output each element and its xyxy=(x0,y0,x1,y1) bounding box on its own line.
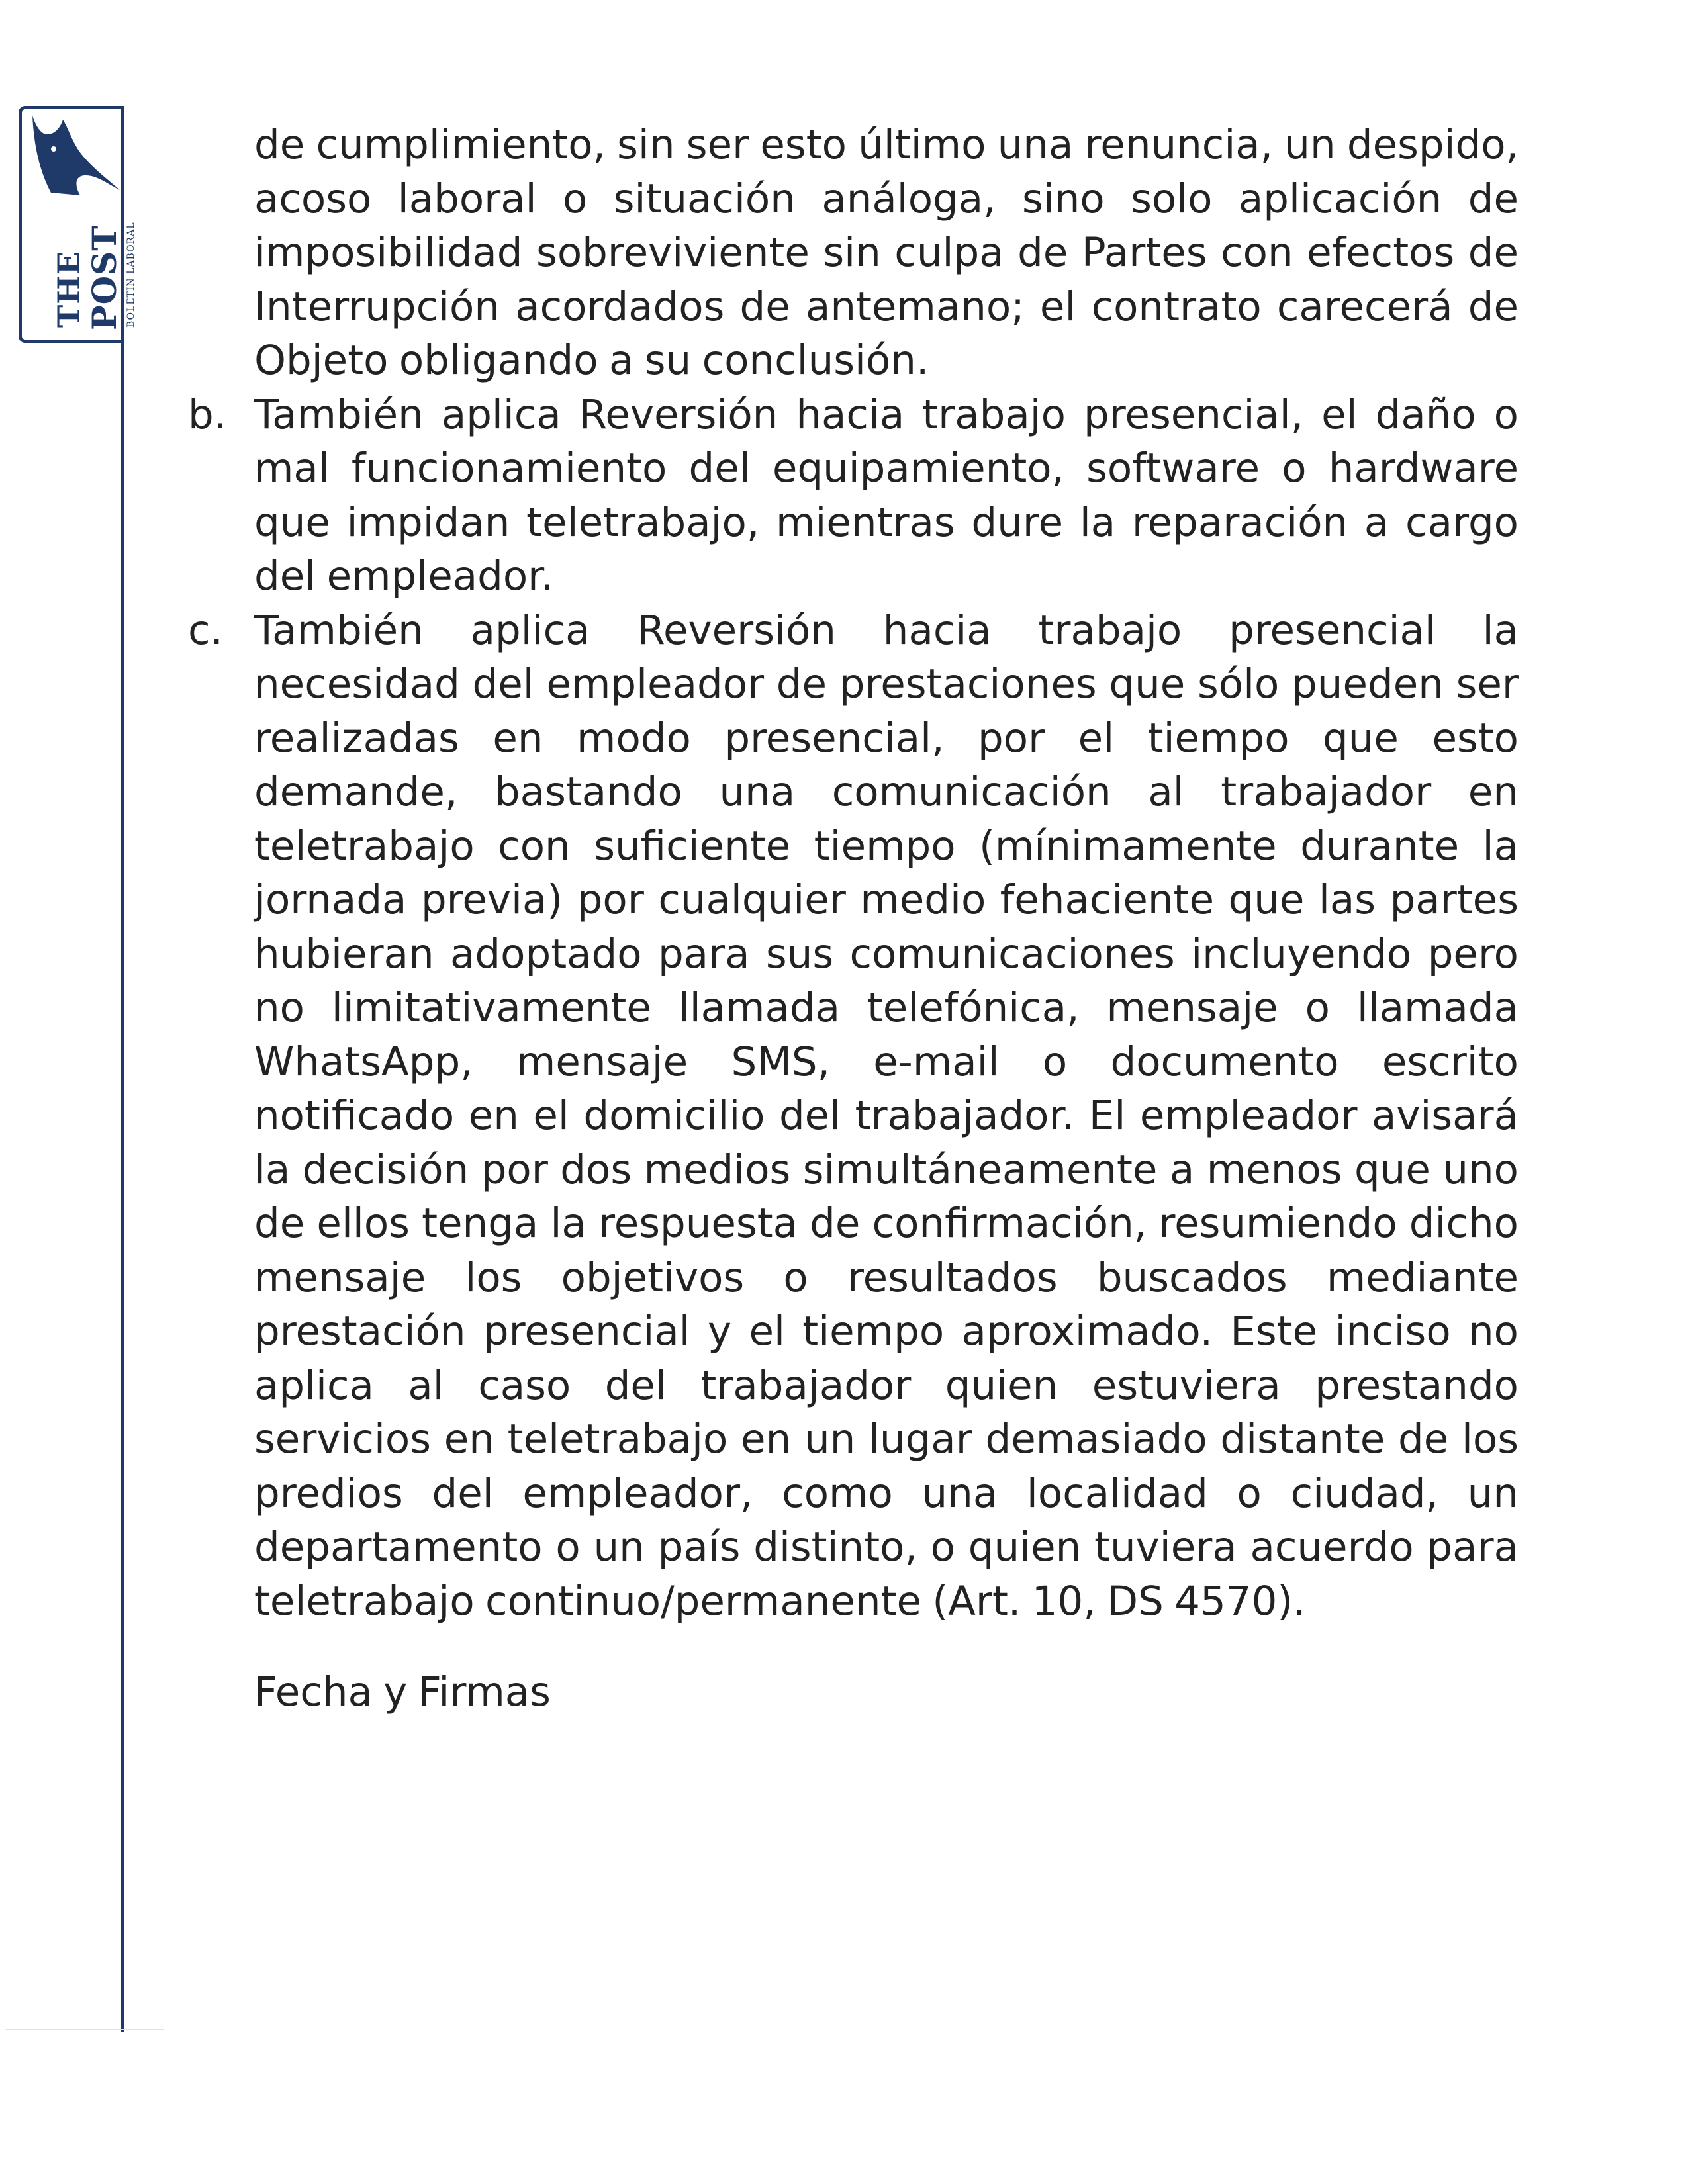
list-marker-b: b. xyxy=(188,390,227,438)
the-post-logo xyxy=(19,106,136,343)
document-body xyxy=(188,118,1519,1719)
eagle-icon xyxy=(28,114,128,202)
list-marker-c: c. xyxy=(188,606,223,654)
logo-subtitle: BOLETIN LABORAL xyxy=(126,222,136,328)
list-item-b xyxy=(188,388,1519,604)
list-item-c xyxy=(188,604,1519,1629)
logo-the: THE xyxy=(51,251,87,328)
list-item-c-text: También aplica Reversión hacia trabajo presencial la necesidad del empleador de prestaciones que sólo pueden ser realizadas en modo presencial, por el tiempo que esto demande, bastando una comunicación al trabajador en teletrabajo con suficiente tiempo (mínimamente durante la jornada previa) por cualquier medio fehaciente que las partes hubieran adoptado para sus comunicaciones incluyendo pero no limitativamente llamada telefónica, mensaje o llamada WhatsApp, mensaje SMS, e-mail o documento escrito notificado en el domicilio del trabajador. El empleador avisará la decisión por dos medios simultáneamente a menos que uno de ellos tenga la respuesta de confirmación, resumiendo dicho mensaje los objetivos o resultados buscados mediante prestación presencial y el tiempo aproximado. Este inciso no aplica al caso del trabajador quien estuviera prestando servicios en teletrabajo en un lugar demasiado distante de los predios del empleador, como una localidad o ciudad, un departamento o un país distinto, o quien tuviera acuerdo para teletrabajo continuo/permanente (Art. 10, DS 4570). xyxy=(254,606,1519,1625)
list-item-b-text: También aplica Reversión hacia trabajo presencial, el daño o mal funcionamiento del equipamiento, software o hardware que impidan teletrabajo, mientras dure la reparación a cargo del empleador. xyxy=(254,390,1519,600)
logo-post: POST xyxy=(85,225,124,330)
intro-continuation: de cumplimiento, sin ser esto último una renuncia, un despido, acoso laboral o situación análoga, sino solo aplicación de imposibilidad sobreviviente sin culpa de Partes con efectos de Interrupción acordados de antemano; el contrato carecerá de Objeto obligando a su conclusión. xyxy=(254,121,1519,384)
sidebar-rule xyxy=(121,106,124,2032)
signature-line: Fecha y Firmas xyxy=(254,1668,551,1715)
footer-rule xyxy=(5,2029,164,2030)
